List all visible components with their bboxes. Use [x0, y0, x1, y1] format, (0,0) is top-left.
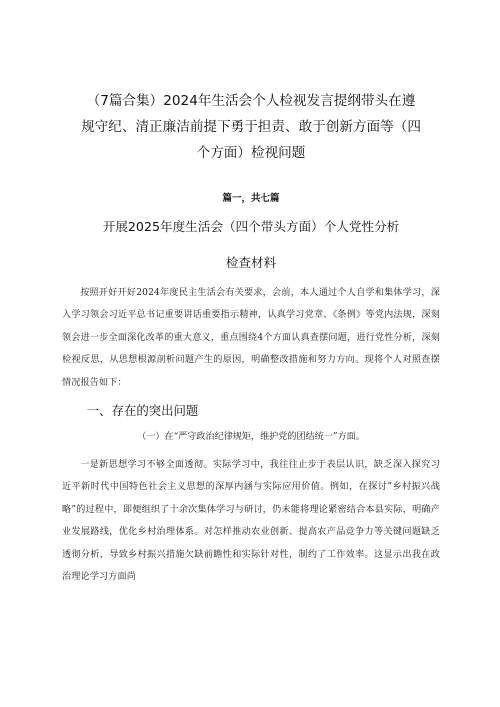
document-title — [62, 88, 440, 166]
part-label: 篇一，共七篇 — [222, 193, 280, 204]
heading-problems: 一、存在的突出问题 — [86, 403, 199, 419]
document-title-line-3: 个方面）检视问题 — [196, 145, 306, 161]
subheading-political-discipline: （一）在“严守政治纪律规矩，维护党的团结统一”方面。 — [137, 432, 365, 443]
section-title-line-1: 开展2025年度生活会（四个带头方面）个人党性分析 — [102, 219, 400, 234]
intro-paragraph: 按照开好开好2024年度民主生活会有关要求，会前，本人通过个人自学和集体学习，深入学习领会习近平总书记重要讲话重要指示精神，认真学习党章、《条例》等党内法规，深刻领会进一步全面深化改革的重大意义，重点围绕4个方面认真查摆问题，进行党性分析，深刻检视反思，从思想根源剖析问题产生的原因，明确整改措施和努力方向。现将个人对照查摆情况报告如下： — [62, 288, 440, 388]
section-title — [62, 214, 440, 276]
document-title-line-2: 规守纪、清正廉洁前提下勇于担责、敢于创新方面等（四 — [81, 119, 421, 135]
document-title-line-1: （7篇合集）2024年生活会个人检视发言提纲带头在遵 — [86, 93, 416, 109]
body-paragraph: 一是新思想学习不够全面透彻。实际学习中，我往往止步于表层认识，缺乏深入探究习近平新时代中国特色社会主义思想的深厚内涵与实际应用价值。例如，在探讨”乡村振兴战略”的过程中，即便组织了十余次集体学习与研讨，仍未能将理论紧密结合本县实际，明确产业发展路线，优化乡村治理体系。对怎样推动农业创新、提高农产品竞争力等关键问题缺乏透彻分析，导致乡村振兴措施欠缺前瞻性和实际针对性，制约了工作效率。这显示出我在政治理论学习方面尚 — [62, 460, 440, 583]
section-title-line-2: 检查材料 — [225, 255, 277, 270]
